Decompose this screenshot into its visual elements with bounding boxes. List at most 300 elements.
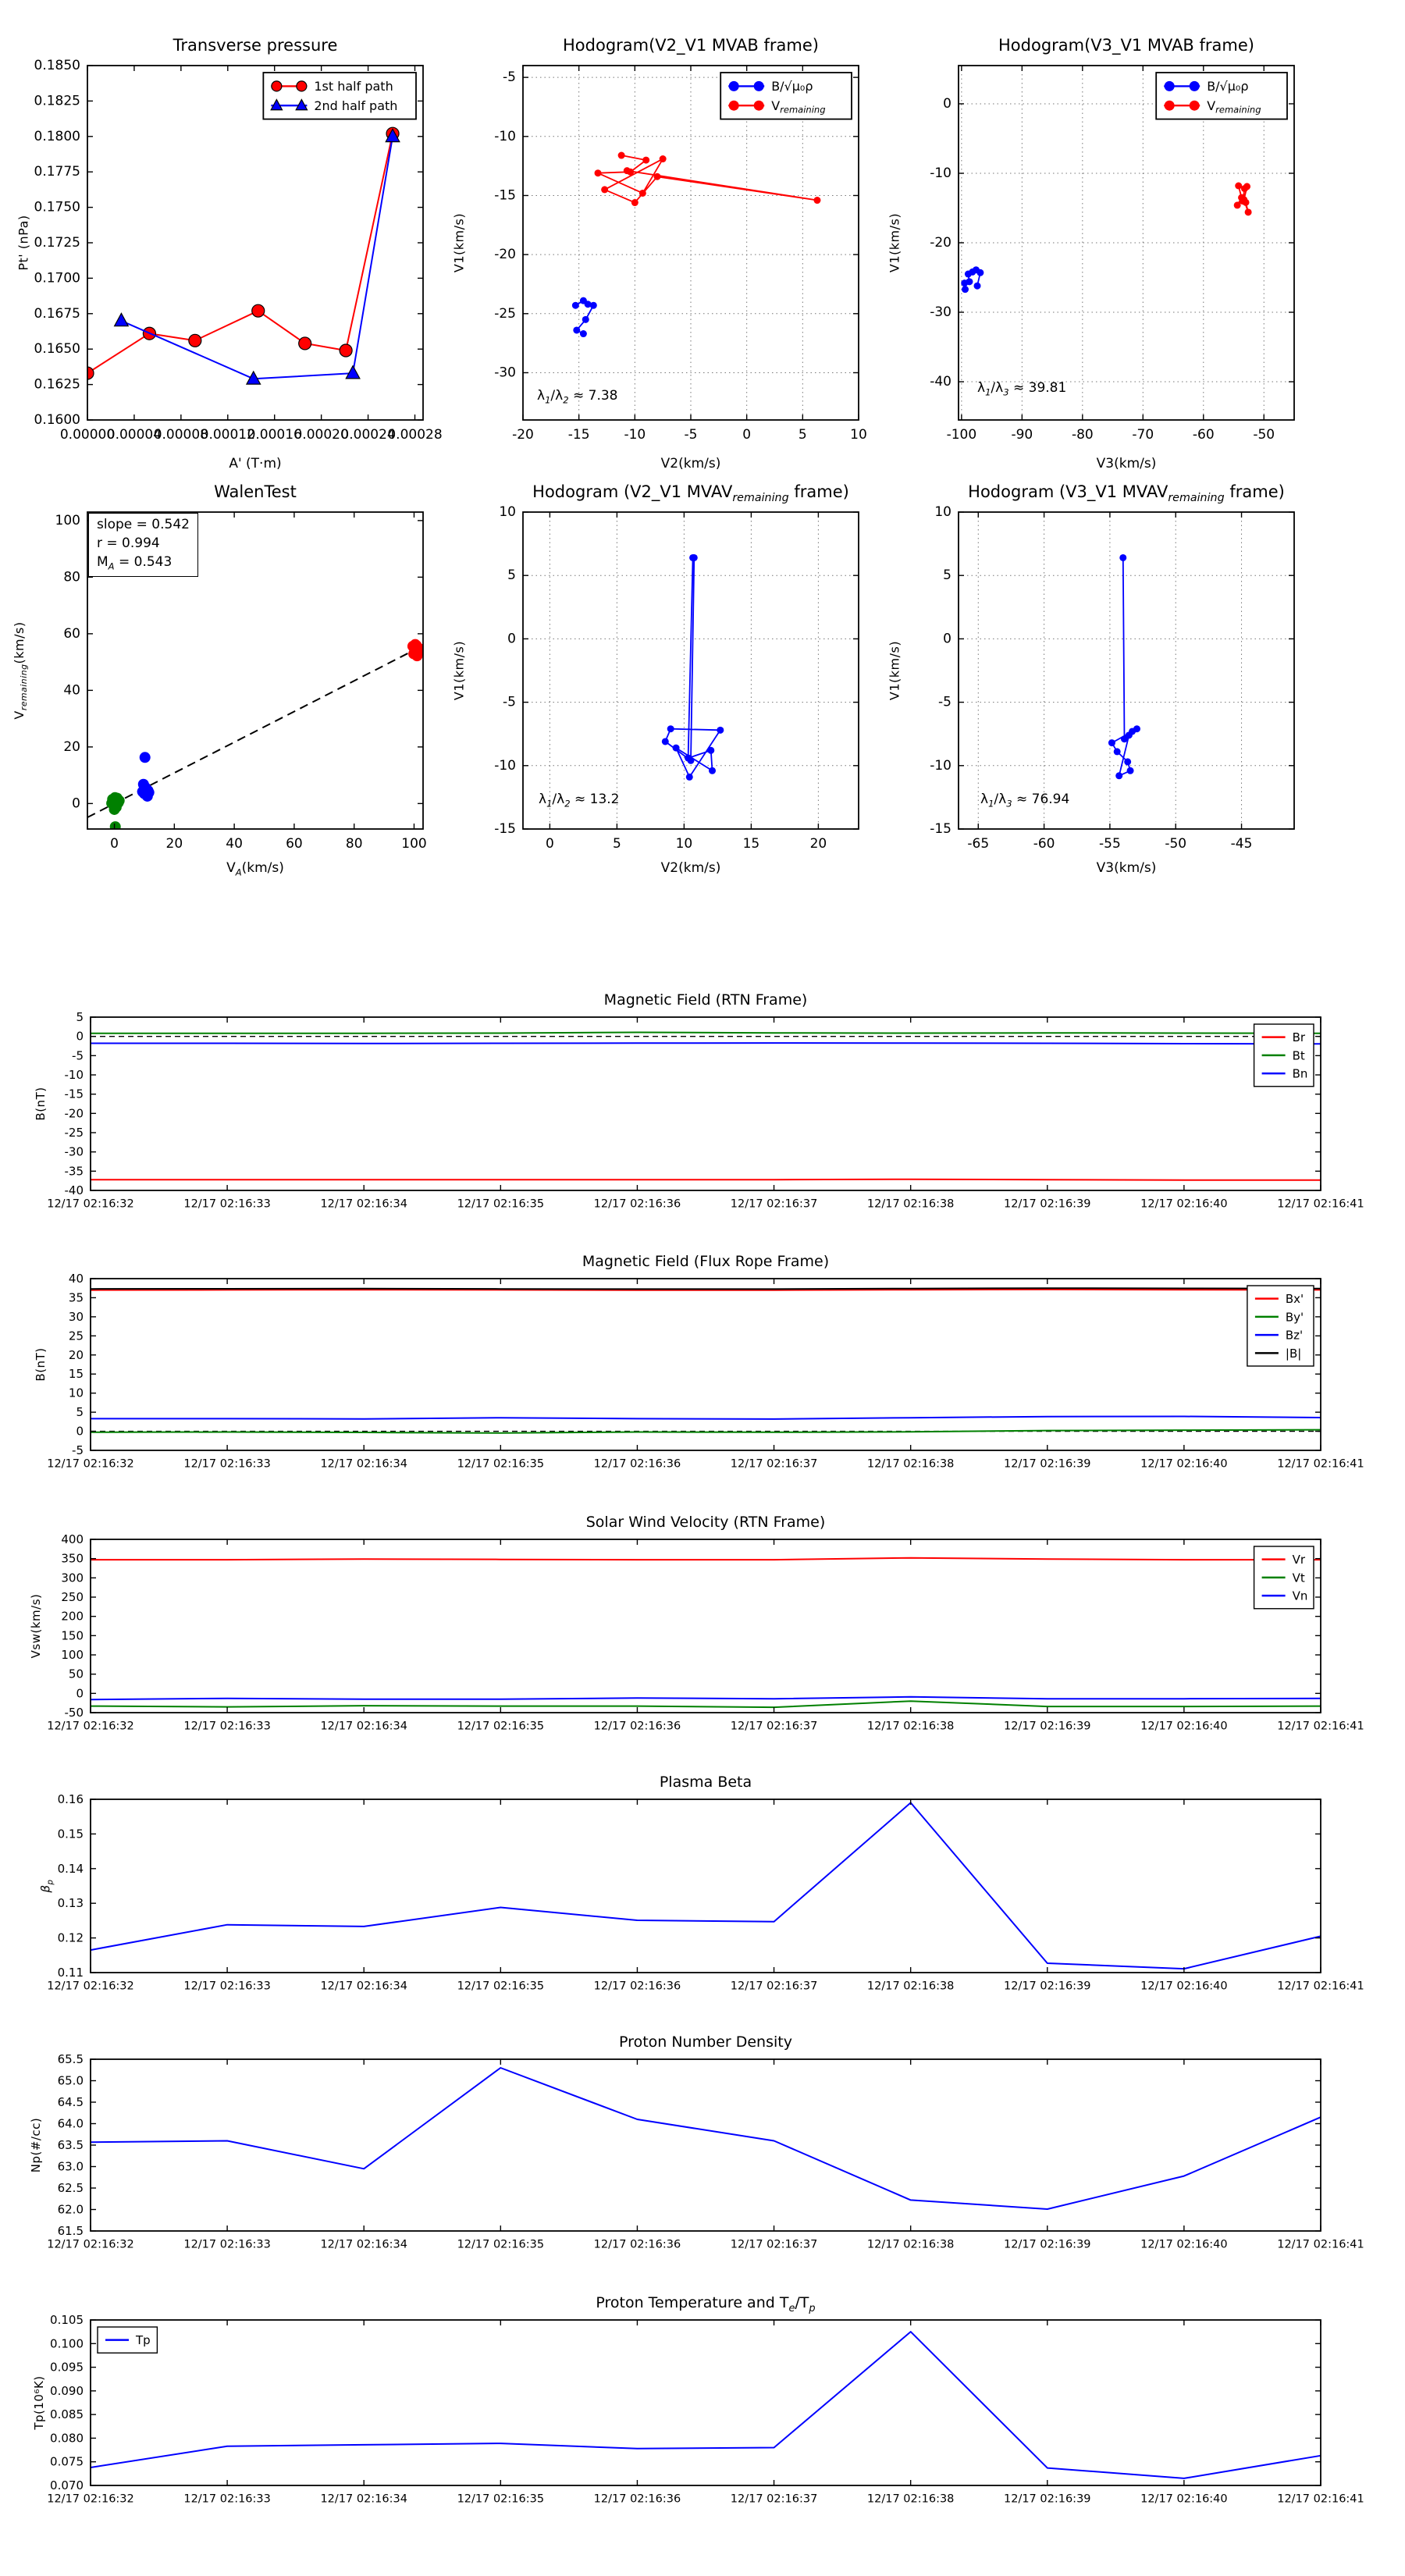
y-tick-label: 0.105	[50, 2313, 84, 2327]
x-tick-label: 0.00012	[200, 427, 255, 443]
x-tick-label: 12/17 02:16:39	[1004, 1720, 1091, 1733]
data-point-marker	[1108, 739, 1115, 746]
y-tick-label: 150	[61, 1628, 84, 1643]
chart-transverse-pressure	[34, 58, 443, 443]
data-point-marker	[667, 725, 674, 732]
series-line	[91, 2332, 1321, 2478]
axes-frame	[91, 1279, 1321, 1450]
x-tick-label: 12/17 02:16:33	[183, 2492, 271, 2506]
x-tick-label: 0	[545, 836, 554, 852]
tick-labels	[47, 2052, 1364, 2251]
y-tick-label: 10	[68, 1386, 84, 1400]
data-point-marker	[1126, 731, 1133, 738]
y-tick-label: 0.14	[57, 1861, 84, 1876]
x-tick-label: 12/17 02:16:35	[457, 1720, 545, 1733]
data-point-marker	[618, 152, 625, 159]
x-tick-label: 12/17 02:16:36	[593, 2492, 681, 2506]
data-point-marker	[1245, 208, 1252, 215]
x-tick-label: 12/17 02:16:36	[593, 1720, 681, 1733]
chart-title-magnetic-field-flux-rope: Magnetic Field (Flux Rope Frame)	[582, 1253, 830, 1270]
x-tick-label: 0.00000	[59, 427, 116, 443]
x-tick-label: 12/17 02:16:35	[457, 1457, 545, 1471]
x-tick-label: 12/17 02:16:37	[730, 2238, 818, 2251]
y-tick-label: -5	[503, 69, 516, 86]
chart-magnetic-field-flux-rope	[47, 1272, 1364, 1471]
x-tick-label: 12/17 02:16:35	[457, 2492, 545, 2506]
y-tick-label: 0.1700	[34, 270, 80, 286]
data-point-marker	[590, 302, 597, 309]
legend	[263, 73, 416, 119]
data-point-marker	[717, 727, 724, 734]
data-point-marker	[631, 199, 638, 206]
x-tick-label: 12/17 02:16:38	[866, 1197, 955, 1211]
data-point-marker	[1124, 758, 1131, 765]
chart-title-hodogram-v2v1-mvav: Hodogram (V2_V1 $MVAV_{remaining}$ frame)	[532, 482, 849, 505]
chart-title-hodogram-v3v1-mvab: Hodogram(V3_V1 MVAB frame)	[998, 36, 1254, 55]
y-tick-label: 61.5	[57, 2224, 84, 2238]
axes-frame	[91, 2320, 1321, 2485]
y-tick-label: 20	[68, 1347, 84, 1362]
series-line	[91, 2068, 1321, 2209]
x-tick-label: 12/17 02:16:34	[320, 2492, 407, 2506]
y-tick-label: -20	[930, 235, 951, 251]
legend-label: Bt	[1292, 1048, 1305, 1063]
y-tick-label: 5	[76, 1010, 84, 1024]
y-tick-label: 0.1750	[34, 199, 80, 215]
chart-hodogram-v2v1-mvab	[494, 66, 867, 443]
walen-mach-value: $M_A = 0.543$	[97, 554, 173, 572]
y-tick-label: 5	[507, 568, 516, 584]
y-tick-label: 0.1600	[34, 412, 80, 428]
series-line	[91, 1802, 1321, 1969]
y-tick-label: -15	[64, 1087, 84, 1101]
y-tick-label: 0.070	[50, 2478, 84, 2492]
data-point-marker	[729, 81, 739, 91]
series-line	[87, 133, 393, 373]
data-point-marker	[297, 81, 307, 91]
x-tick-label: -100	[946, 427, 977, 443]
y-tick-label: 50	[68, 1667, 84, 1681]
walen-r-value: r = 0.994	[97, 535, 160, 552]
x-tick-label: 12/17 02:16:32	[47, 1720, 134, 1733]
data-point-marker	[1133, 725, 1140, 732]
y-tick-label: -10	[494, 757, 516, 774]
x-tick-label: 10	[675, 836, 693, 852]
y-tick-label: -5	[72, 1443, 84, 1457]
x-tick-label: 15	[742, 836, 760, 852]
series-v-path	[662, 554, 724, 781]
x-tick-label: 12/17 02:16:41	[1277, 2238, 1364, 2251]
legend-label: Bn	[1292, 1066, 1308, 1081]
x-tick-label: -80	[1071, 427, 1094, 443]
x-tick-label: 12/17 02:16:39	[1004, 2492, 1091, 2506]
x-tick-label: 12/17 02:16:37	[730, 1720, 818, 1733]
chart-title-transverse-pressure: Transverse pressure	[173, 36, 338, 55]
y-tick-label: 0.13	[57, 1896, 84, 1911]
x-tick-label: 12/17 02:16:33	[183, 2238, 271, 2251]
x-tick-label: 20	[809, 836, 827, 852]
y-tick-label: -50	[64, 1706, 84, 1720]
chart-title-hodogram-v2v1-mvab: Hodogram(V2_V1 MVAB frame)	[563, 36, 819, 55]
series-line	[91, 1179, 1321, 1180]
series-br	[91, 1179, 1321, 1180]
x-tick-label: 12/17 02:16:34	[320, 1720, 407, 1733]
data-point-marker	[346, 366, 360, 379]
data-point-marker	[582, 316, 589, 323]
x-tick-label: -15	[567, 427, 590, 443]
y-tick-label: -15	[494, 821, 516, 837]
chart-title-proton-number-density: Proton Number Density	[619, 2033, 792, 2051]
y-tick-label: -30	[930, 304, 951, 321]
y-tick-label: -25	[494, 305, 516, 322]
y-tick-label: 0	[943, 95, 951, 112]
x-tick-label: 12/17 02:16:40	[1140, 1197, 1228, 1211]
x-tick-label: 12/17 02:16:34	[320, 1980, 407, 1993]
y-tick-label: -40	[930, 374, 951, 390]
tick-labels	[494, 69, 867, 443]
legend	[98, 2327, 157, 2353]
x-tick-label: 12/17 02:16:38	[866, 1980, 955, 1993]
data-point-marker	[410, 645, 421, 656]
y-tick-label: 63.0	[57, 2159, 84, 2174]
y-tick-label: 5	[76, 1405, 84, 1420]
data-point-marker	[662, 738, 669, 745]
legend-label: Tp	[136, 2333, 151, 2348]
x-tick-label: 12/17 02:16:34	[320, 1197, 407, 1211]
ticks	[959, 512, 1294, 829]
data-point-marker	[1165, 101, 1175, 111]
data-point-marker	[189, 334, 201, 347]
legend	[1254, 1546, 1314, 1609]
x-tick-label: 12/17 02:16:39	[1004, 1197, 1091, 1211]
data-point-marker	[976, 269, 984, 276]
y-tick-label: -15	[930, 821, 951, 837]
y-axis-label-hodogram-v2v1-mvav: V1(km/s)	[451, 640, 467, 701]
legend-label: |B|	[1285, 1346, 1302, 1361]
series-v-remaining	[1234, 183, 1252, 216]
y-tick-label: 10	[934, 504, 951, 520]
x-tick-label: 5	[612, 836, 621, 852]
y-tick-label: 0.090	[50, 2383, 84, 2398]
y-tick-label: 10	[499, 504, 516, 520]
chart-title-walen-test: WalenTest	[214, 482, 297, 501]
x-tick-label: 12/17 02:16:34	[320, 2238, 407, 2251]
series-first-interval	[106, 792, 125, 832]
data-point-marker	[966, 278, 973, 285]
chart-plasma-beta	[47, 1792, 1364, 1993]
data-point-marker	[140, 752, 151, 763]
y-axis-label-magnetic-field-flux-rope: B(nT)	[34, 1347, 48, 1382]
ticks	[91, 1539, 1321, 1713]
x-tick-label: 12/17 02:16:32	[47, 2492, 134, 2506]
walen-slope-value: slope = 0.542	[97, 517, 190, 532]
y-tick-label: 0.085	[50, 2407, 84, 2422]
x-tick-label: -45	[1230, 836, 1253, 852]
legend-label: $V_{remaining}$	[771, 98, 826, 116]
series-bn	[91, 1043, 1321, 1044]
data-point-marker	[110, 821, 121, 832]
grid	[959, 512, 1294, 829]
series-line	[91, 1558, 1321, 1560]
y-tick-label: 20	[63, 738, 80, 755]
x-tick-label: -10	[624, 427, 646, 443]
x-tick-label: -60	[1033, 836, 1055, 852]
x-tick-label: 12/17 02:16:33	[183, 1980, 271, 1993]
series-v-remaining	[595, 152, 821, 207]
y-axis-label-hodogram-v3v1-mvav: V1(km/s)	[887, 640, 902, 701]
x-tick-label: 12/17 02:16:36	[593, 2238, 681, 2251]
series-line	[91, 1288, 1321, 1289]
legend-label: Vn	[1292, 1589, 1308, 1603]
series-tp	[91, 2332, 1321, 2478]
series-line	[91, 1033, 1321, 1034]
data-point-marker	[1243, 183, 1250, 190]
lambda-annotation-hodogram-v2v1-mvab: $\lambda_1/\lambda_2 \approx 7.38$	[537, 388, 618, 406]
y-tick-label: -10	[494, 128, 516, 144]
data-point-marker	[580, 330, 587, 337]
series-middle-interval	[137, 752, 155, 802]
ticks	[91, 1279, 1321, 1450]
tick-labels	[47, 1532, 1364, 1733]
legend	[720, 73, 852, 119]
x-tick-label: 12/17 02:16:40	[1140, 1457, 1228, 1471]
x-tick-label: 12/17 02:16:39	[1004, 1457, 1091, 1471]
x-tick-label: 0.00008	[153, 427, 209, 443]
data-point-marker	[813, 197, 820, 204]
y-tick-label: 0.095	[50, 2360, 84, 2375]
chart-magnetic-field-rtn	[47, 1010, 1364, 1211]
y-tick-label: -5	[938, 694, 951, 710]
series-line	[665, 558, 720, 777]
y-tick-label: 0.11	[57, 1966, 84, 1980]
x-tick-label: -20	[512, 427, 534, 443]
x-tick-label: 12/17 02:16:38	[866, 1457, 955, 1471]
x-tick-label: -90	[1011, 427, 1033, 443]
x-tick-label: 12/17 02:16:41	[1277, 1980, 1364, 1993]
tick-labels	[930, 504, 1252, 852]
y-tick-label: 0	[72, 795, 80, 812]
legend-label: 2nd half path	[314, 98, 398, 113]
legend-label: By'	[1285, 1310, 1304, 1325]
y-tick-label: 300	[61, 1571, 84, 1585]
chart-proton-number-density	[47, 2052, 1364, 2251]
series-line	[91, 1701, 1321, 1707]
y-axis-label-proton-number-density: Np(#/cc)	[29, 2117, 43, 2173]
data-point-marker	[601, 186, 608, 193]
x-tick-label: -65	[967, 836, 990, 852]
x-tick-label: 12/17 02:16:40	[1140, 1720, 1228, 1733]
x-tick-label: 12/17 02:16:39	[1004, 1980, 1091, 1993]
data-point-marker	[272, 81, 282, 91]
y-tick-label: 65.5	[57, 2052, 84, 2066]
y-tick-label: -10	[64, 1068, 84, 1082]
y-tick-label: 0.1775	[34, 164, 80, 180]
data-point-marker	[685, 755, 692, 762]
legend	[1247, 1286, 1314, 1366]
series-1st-half-path	[81, 127, 399, 379]
y-tick-label: 0.1725	[34, 235, 80, 251]
x-tick-label: 12/17 02:16:38	[866, 2238, 955, 2251]
y-axis-label-magnetic-field-rtn: B(nT)	[34, 1087, 48, 1121]
y-tick-label: -5	[503, 694, 516, 710]
data-point-marker	[1235, 183, 1242, 190]
series-by	[91, 1430, 1321, 1433]
y-tick-label: 0.1800	[34, 128, 80, 144]
series-bz	[91, 1417, 1321, 1419]
data-point-marker	[654, 173, 661, 180]
tick-labels	[47, 1272, 1364, 1471]
x-tick-label: 12/17 02:16:33	[183, 1720, 271, 1733]
data-point-marker	[252, 304, 265, 317]
y-tick-label: 0.15	[57, 1827, 84, 1841]
x-tick-label: 12/17 02:16:32	[47, 1197, 134, 1211]
y-tick-label: -35	[64, 1164, 84, 1179]
x-axis-label-transverse-pressure: A' (T·m)	[229, 456, 282, 471]
x-tick-label: 12/17 02:16:37	[730, 1197, 818, 1211]
y-tick-label: 40	[68, 1272, 84, 1286]
data-point-marker	[974, 283, 981, 290]
data-point-marker	[686, 774, 693, 781]
y-tick-label: 0.1650	[34, 341, 80, 358]
x-tick-label: 12/17 02:16:33	[183, 1197, 271, 1211]
data-point-marker	[572, 302, 579, 309]
data-point-marker	[660, 155, 667, 162]
chart-title-solar-wind-velocity: Solar Wind Velocity (RTN Frame)	[585, 1514, 826, 1531]
series-b	[91, 1288, 1321, 1289]
legend-label: Bx'	[1285, 1292, 1304, 1307]
y-tick-label: 0.080	[50, 2431, 84, 2446]
y-tick-label: 350	[61, 1551, 84, 1566]
series-b	[572, 297, 597, 337]
ticks	[91, 2320, 1321, 2485]
x-tick-label: 12/17 02:16:38	[866, 1720, 955, 1733]
chart-solar-wind-velocity-rtn	[47, 1532, 1364, 1733]
data-point-marker	[1127, 767, 1134, 774]
y-axis-label-walen-test: $V_{remaining}(km/s)$	[11, 621, 30, 720]
y-axis-label-hodogram-v2v1-mvab: V1(km/s)	[451, 212, 467, 273]
y-tick-label: 200	[61, 1609, 84, 1624]
data-point-marker	[1114, 748, 1121, 755]
y-tick-label: 0.1850	[34, 58, 80, 73]
x-tick-label: -70	[1132, 427, 1154, 443]
legend-label: Br	[1292, 1030, 1306, 1045]
series-vn	[91, 1697, 1321, 1699]
tick-labels	[47, 1792, 1364, 1993]
data-point-marker	[689, 554, 696, 561]
series-beta	[91, 1802, 1321, 1969]
x-axis-label-hodogram-v3v1-mvab: V3(km/s)	[1096, 456, 1157, 471]
data-point-marker	[754, 101, 764, 111]
lambda-annotation-hodogram-v3v1-mvab: $\lambda_1/\lambda_3 \approx 39.81$	[977, 380, 1067, 398]
y-tick-label: -5	[72, 1048, 84, 1063]
y-tick-label: 0	[76, 1029, 84, 1044]
series-bt	[91, 1033, 1321, 1034]
x-tick-label: 12/17 02:16:35	[457, 1980, 545, 1993]
x-tick-label: 12/17 02:16:41	[1277, 1457, 1364, 1471]
x-tick-label: 12/17 02:16:35	[457, 1197, 545, 1211]
y-tick-label: -10	[930, 757, 951, 774]
data-point-marker	[1119, 554, 1126, 561]
y-tick-label: 62.5	[57, 2181, 84, 2195]
ticks	[91, 2059, 1321, 2231]
x-tick-label: 12/17 02:16:38	[866, 2492, 955, 2506]
y-tick-label: 0.16	[57, 1792, 84, 1806]
legend-label: Bz'	[1285, 1328, 1304, 1343]
y-tick-label: 15	[68, 1367, 84, 1382]
axes-frame	[959, 512, 1294, 829]
y-tick-label: -30	[494, 365, 516, 381]
chart-title-magnetic-field-rtn: Magnetic Field (RTN Frame)	[603, 991, 808, 1009]
data-point-marker	[639, 190, 646, 197]
legend-label: Vr	[1292, 1553, 1306, 1567]
y-tick-label: 100	[61, 1648, 84, 1662]
x-tick-label: 0.00016	[247, 427, 302, 443]
y-axis-label-transverse-pressure: Pt' (nPa)	[16, 215, 31, 271]
x-tick-label: 100	[401, 836, 427, 852]
y-tick-label: 25	[68, 1329, 84, 1343]
legend-label: B/√μ₀ρ	[1207, 79, 1249, 94]
y-tick-label: -40	[64, 1183, 84, 1197]
x-tick-label: 12/17 02:16:32	[47, 1980, 134, 1993]
y-tick-label: 0	[507, 631, 516, 647]
data-point-marker	[108, 796, 119, 807]
x-tick-label: 12/17 02:16:40	[1140, 2238, 1228, 2251]
series-vt	[91, 1701, 1321, 1707]
y-tick-label: 100	[55, 512, 80, 528]
x-tick-label: 0.00024	[340, 427, 396, 443]
y-tick-label: 0	[943, 631, 951, 647]
y-tick-label: 35	[68, 1290, 84, 1305]
y-tick-label: 0.100	[50, 2336, 84, 2351]
x-tick-label: 10	[850, 427, 867, 443]
x-tick-label: 20	[165, 836, 183, 852]
y-tick-label: -25	[64, 1126, 84, 1140]
y-axis-label-hodogram-v3v1-mvab: V1(km/s)	[887, 212, 902, 273]
series-2nd-half-path	[115, 129, 400, 384]
y-tick-label: 0	[76, 1424, 84, 1439]
y-tick-label: 65.0	[57, 2073, 84, 2088]
data-point-marker	[299, 337, 311, 350]
y-tick-label: 63.5	[57, 2138, 84, 2152]
data-point-marker	[140, 785, 151, 795]
series-v-path	[1108, 554, 1140, 779]
x-tick-label: 12/17 02:16:39	[1004, 2238, 1091, 2251]
x-tick-label: -60	[1192, 427, 1215, 443]
series-line	[1112, 558, 1137, 776]
x-tick-label: 0	[110, 836, 119, 852]
data-point-marker	[707, 747, 714, 754]
y-tick-label: 62.0	[57, 2202, 84, 2217]
lambda-annotation-hodogram-v2v1-mvav: $\lambda_1/\lambda_2 \approx 13.2$	[539, 792, 620, 809]
x-axis-label-hodogram-v2v1-mvav: V2(km/s)	[660, 860, 721, 876]
x-tick-label: 0.00020	[293, 427, 349, 443]
chart-title-hodogram-v3v1-mvav: Hodogram (V3_V1 $MVAV_{remaining}$ frame)	[968, 482, 1285, 505]
x-tick-label: -50	[1253, 427, 1275, 443]
x-tick-label: 40	[226, 836, 243, 852]
data-point-marker	[754, 81, 764, 91]
y-tick-label: -15	[494, 187, 516, 204]
y-axis-label-proton-temperature: Tp(10⁶K)	[32, 2375, 46, 2430]
series-vr	[91, 1558, 1321, 1560]
legend-label: $V_{remaining}$	[1207, 98, 1261, 116]
x-tick-label: 12/17 02:16:41	[1277, 1720, 1364, 1733]
legend-label: 1st half path	[314, 79, 393, 94]
x-tick-label: 5	[798, 427, 807, 443]
data-point-marker	[573, 326, 580, 333]
y-tick-label: 60	[63, 625, 80, 642]
data-point-marker	[673, 745, 680, 752]
y-tick-label: 30	[68, 1309, 84, 1324]
